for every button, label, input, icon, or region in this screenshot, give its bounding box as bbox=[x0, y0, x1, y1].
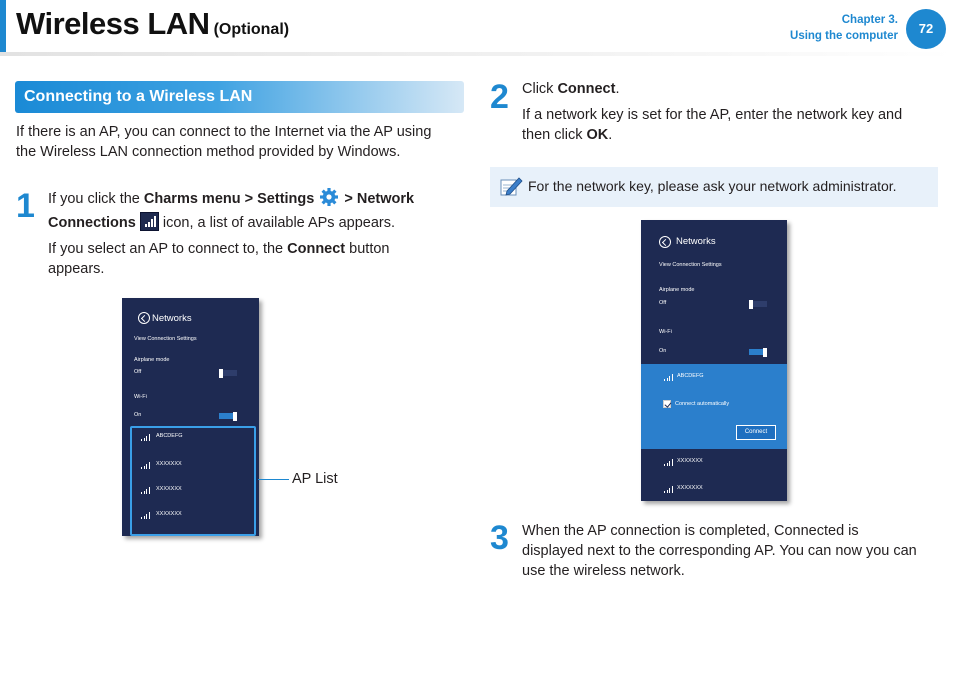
step-3-text bbox=[522, 521, 947, 581]
network-item-1[interactable]: XXXXXXX bbox=[677, 458, 703, 464]
network-item-4[interactable]: XXXXXXX bbox=[156, 511, 182, 517]
wifi-label: Wi-Fi bbox=[659, 329, 672, 335]
airplane-mode-label: Airplane mode bbox=[659, 287, 695, 293]
section-heading: Connecting to a Wireless LAN bbox=[15, 81, 464, 113]
signal-icon bbox=[664, 374, 674, 381]
step-1-p2-connect: Connect bbox=[287, 241, 346, 257]
header-divider bbox=[0, 52, 954, 56]
step-3-line-3: use the wireless network. bbox=[522, 563, 685, 579]
page-title-suffix: (Optional) bbox=[213, 21, 290, 38]
step-3-line-1: When the AP connection is completed, Connected is bbox=[522, 523, 859, 539]
signal-icon bbox=[141, 487, 151, 494]
page-title bbox=[16, 6, 289, 42]
connect-button[interactable]: Connect bbox=[736, 425, 776, 440]
step-2-text-a: Click bbox=[522, 81, 558, 97]
network-item-1[interactable]: ABCDEFG bbox=[156, 433, 183, 439]
back-arrow-icon bbox=[659, 236, 671, 248]
chapter-title: Using the computer bbox=[790, 30, 898, 42]
airplane-mode-value: Off bbox=[134, 369, 142, 375]
connect-automatically-label: Connect automatically bbox=[675, 401, 730, 407]
step-2-text bbox=[522, 79, 942, 145]
step-2-period: . bbox=[615, 81, 620, 97]
intro-line-1: If there is an AP, you can connect to the Internet via the AP using bbox=[16, 124, 432, 140]
networks-panel-screenshot-1 bbox=[122, 298, 259, 536]
ap-list-callout-label: AP List bbox=[292, 471, 338, 487]
step-2-ok: OK bbox=[586, 127, 609, 143]
networks-panel-screenshot-2 bbox=[641, 220, 787, 501]
gear-icon bbox=[318, 187, 340, 207]
signal-icon bbox=[141, 434, 151, 441]
note-text: For the network key, please ask your network administrator. bbox=[528, 178, 897, 194]
step-3-number: 3 bbox=[490, 519, 509, 557]
signal-icon bbox=[141, 462, 151, 469]
step-1-text-a: If you click the bbox=[48, 191, 144, 207]
step-2-number: 2 bbox=[490, 78, 509, 116]
step-1-text bbox=[48, 187, 458, 235]
intro-paragraph bbox=[16, 122, 464, 162]
signal-icon bbox=[664, 459, 674, 466]
view-connection-settings-link[interactable]: View Connection Settings bbox=[134, 336, 197, 342]
network-item-2[interactable]: XXXXXXX bbox=[156, 461, 182, 467]
ap-list-highlight bbox=[130, 426, 256, 536]
step-1-p2-b: button bbox=[345, 241, 390, 257]
ap-list-callout-line bbox=[258, 479, 289, 480]
note-pencil-icon bbox=[498, 174, 524, 200]
intro-line-2: the Wireless LAN connection method provided by Windows. bbox=[16, 144, 401, 160]
network-item-3[interactable]: XXXXXXX bbox=[156, 486, 182, 492]
airplane-mode-value: Off bbox=[659, 300, 667, 306]
network-item-2[interactable]: XXXXXXX bbox=[677, 485, 703, 491]
step-1-number: 1 bbox=[16, 187, 35, 225]
page-number-badge: 72 bbox=[906, 9, 946, 49]
step-1-network: > Network bbox=[344, 191, 415, 207]
network-signal-icon bbox=[140, 212, 159, 231]
step-1-connections: Connections bbox=[48, 215, 136, 231]
step-1-charms-settings: Charms menu > Settings bbox=[143, 191, 315, 207]
chapter-number: Chapter 3. bbox=[841, 14, 898, 26]
step-2-connect: Connect bbox=[557, 81, 616, 97]
wifi-value: On bbox=[134, 412, 142, 418]
airplane-mode-label: Airplane mode bbox=[134, 357, 170, 363]
networks-title: Networks bbox=[152, 313, 192, 324]
networks-title: Networks bbox=[676, 236, 716, 247]
airplane-mode-toggle[interactable] bbox=[749, 301, 767, 307]
step-3-line-2: displayed next to the corresponding AP. You can now you can bbox=[522, 543, 917, 559]
step-1-p2-a: If you select an AP to connect to, the bbox=[48, 241, 288, 257]
step-1-p2-line2: appears. bbox=[48, 261, 105, 277]
wifi-toggle[interactable] bbox=[219, 413, 237, 419]
page-title-text: Wireless LAN bbox=[16, 6, 210, 41]
selected-network-name: ABCDEFG bbox=[677, 373, 704, 379]
note-box bbox=[490, 167, 938, 207]
wifi-label: Wi-Fi bbox=[134, 394, 147, 400]
header-accent-bar bbox=[0, 0, 6, 52]
step-1-paragraph-2 bbox=[48, 239, 458, 279]
connect-automatically-checkbox[interactable] bbox=[663, 400, 671, 408]
step-2-line-3c: . bbox=[608, 127, 613, 143]
signal-icon bbox=[664, 486, 674, 493]
chapter-label bbox=[790, 12, 898, 44]
signal-icon bbox=[141, 512, 151, 519]
step-1-text-b: icon, a list of available APs appears. bbox=[158, 215, 396, 231]
step-2-line-2: If a network key is set for the AP, enter the network key and bbox=[522, 107, 903, 123]
back-arrow-icon bbox=[138, 312, 150, 324]
wifi-value: On bbox=[659, 348, 667, 354]
airplane-mode-toggle[interactable] bbox=[219, 370, 237, 376]
view-connection-settings-link[interactable]: View Connection Settings bbox=[659, 262, 722, 268]
step-2-line-3a: then click bbox=[522, 127, 587, 143]
wifi-toggle[interactable] bbox=[749, 349, 767, 355]
